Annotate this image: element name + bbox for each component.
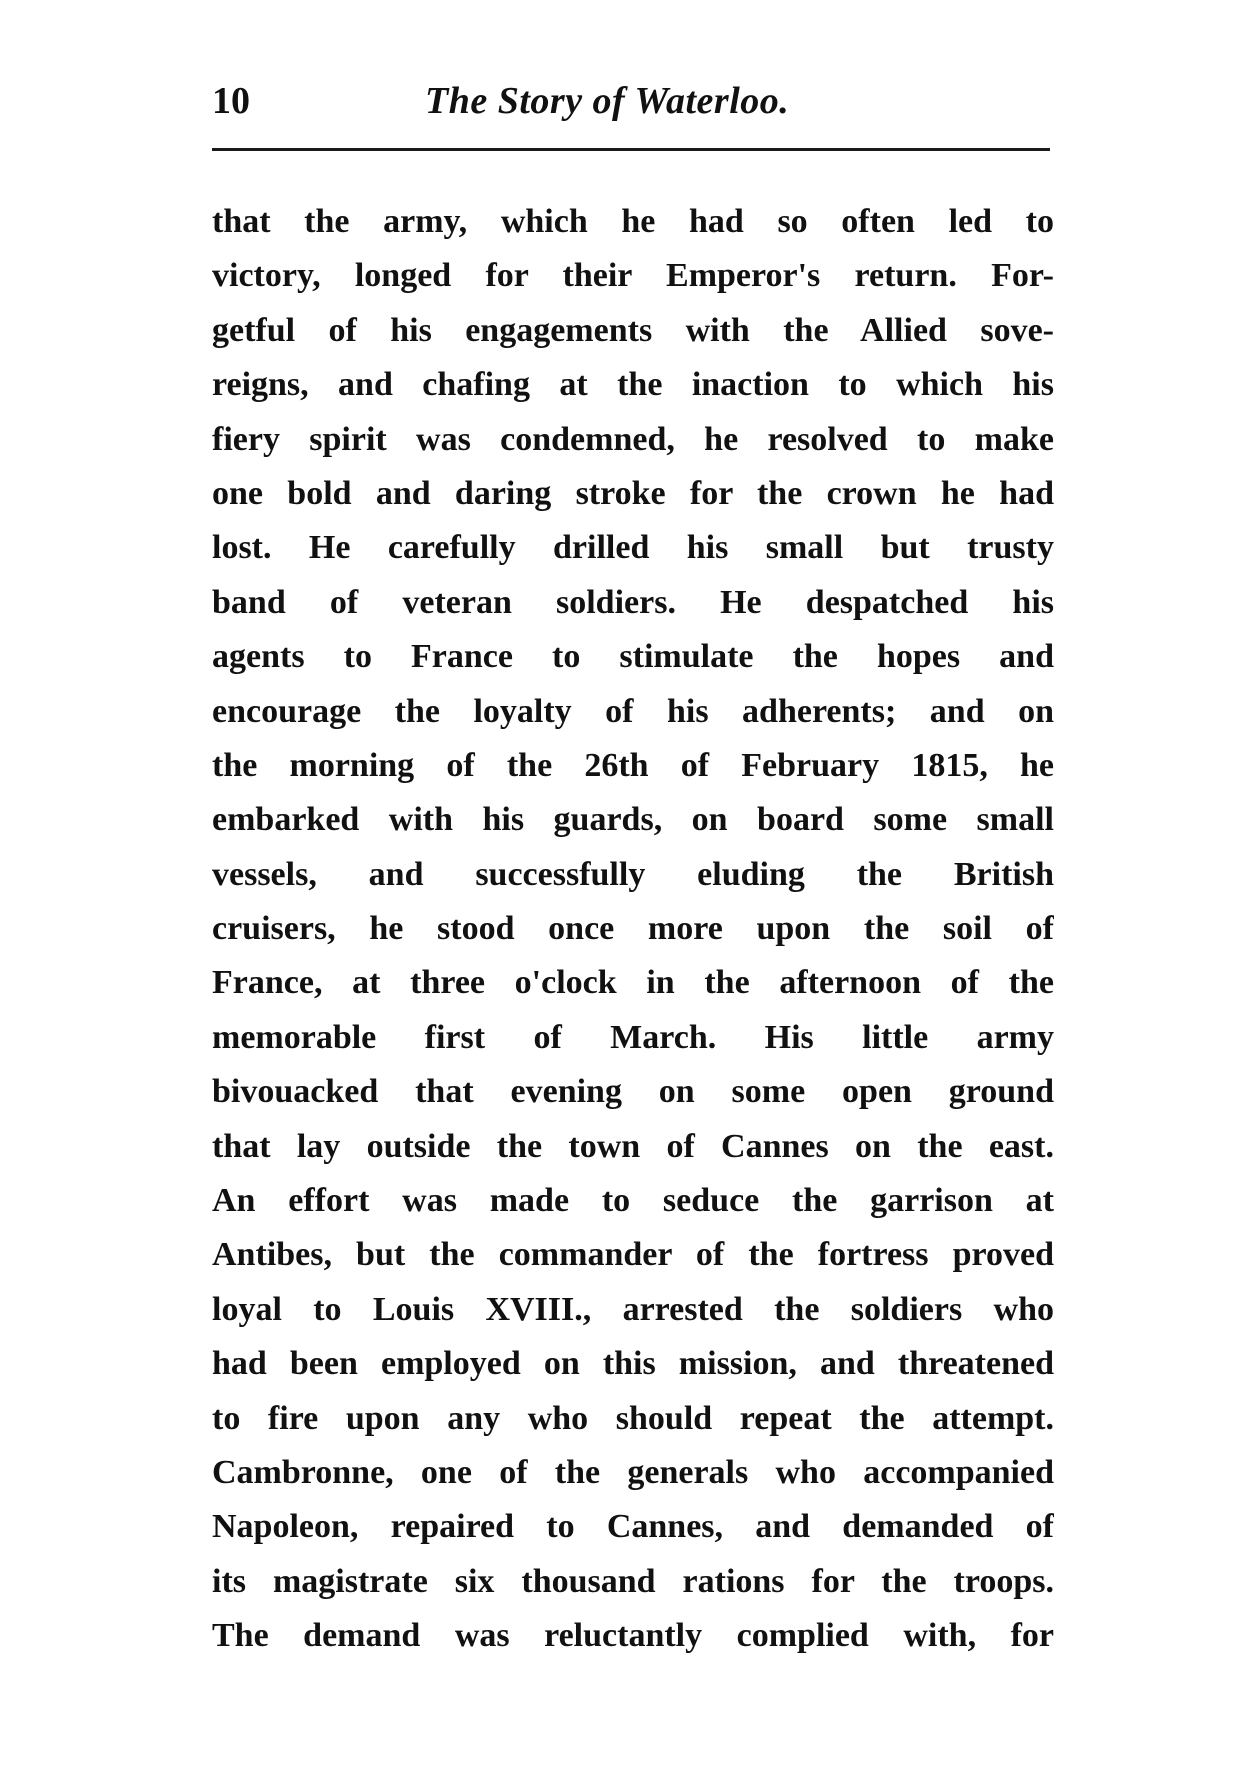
header-rule <box>212 148 1050 151</box>
text-line: victory, longed for their Emperor's return. For- <box>212 257 1054 295</box>
text-line: lost. He carefully drilled his small but trusty <box>212 529 1054 567</box>
text-line: Antibes, but the commander of the fortress proved <box>212 1236 1054 1274</box>
text-line: An effort was made to seduce the garrison at <box>212 1182 1054 1220</box>
text-line: bivouacked that evening on some open ground <box>212 1073 1054 1111</box>
text-line: agents to France to stimulate the hopes and <box>212 638 1054 676</box>
text-line: Cambronne, one of the generals who accompanied <box>212 1453 1054 1491</box>
text-line: fiery spirit was condemned, he resolved to make <box>212 420 1054 458</box>
text-line: France, at three o'clock in the afternoon of the <box>212 964 1054 1002</box>
text-line: encourage the loyalty of his adherents; and on <box>212 692 1054 730</box>
text-line: that lay outside the town of Cannes on the east. <box>212 1127 1054 1165</box>
text-line: had been employed on this mission, and threatened <box>212 1345 1054 1383</box>
text-line: band of veteran soldiers. He despatched his <box>212 583 1054 621</box>
text-line: reigns, and chafing at the inaction to which his <box>212 366 1054 404</box>
page-number: 10 <box>212 80 250 122</box>
text-line: that the army, which he had so often led to <box>212 203 1054 240</box>
text-line: The demand was reluctantly complied with, for <box>212 1617 1054 1655</box>
text-line: getful of his engagements with the Allied sove- <box>212 311 1054 349</box>
text-line: to fire upon any who should repeat the attempt. <box>212 1399 1054 1437</box>
text-line: cruisers, he stood once more upon the soil of <box>212 910 1054 948</box>
text-line: one bold and daring stroke for the crown he had <box>212 474 1054 512</box>
text-line: memorable first of March. His little army <box>212 1018 1054 1056</box>
text-line: vessels, and successfully eluding the British <box>212 855 1054 893</box>
page-header <box>212 72 1052 132</box>
text-line: the morning of the 26th of February 1815, he <box>212 746 1054 784</box>
text-line: its magistrate six thousand rations for the troops. <box>212 1562 1054 1600</box>
body-text <box>212 195 1054 1664</box>
text-line: loyal to Louis XVIII., arrested the soldiers who <box>212 1290 1054 1328</box>
text-line: Napoleon, repaired to Cannes, and demanded of <box>212 1508 1054 1546</box>
running-title: The Story of Waterloo. <box>425 80 790 122</box>
text-line: embarked with his guards, on board some small <box>212 801 1054 839</box>
